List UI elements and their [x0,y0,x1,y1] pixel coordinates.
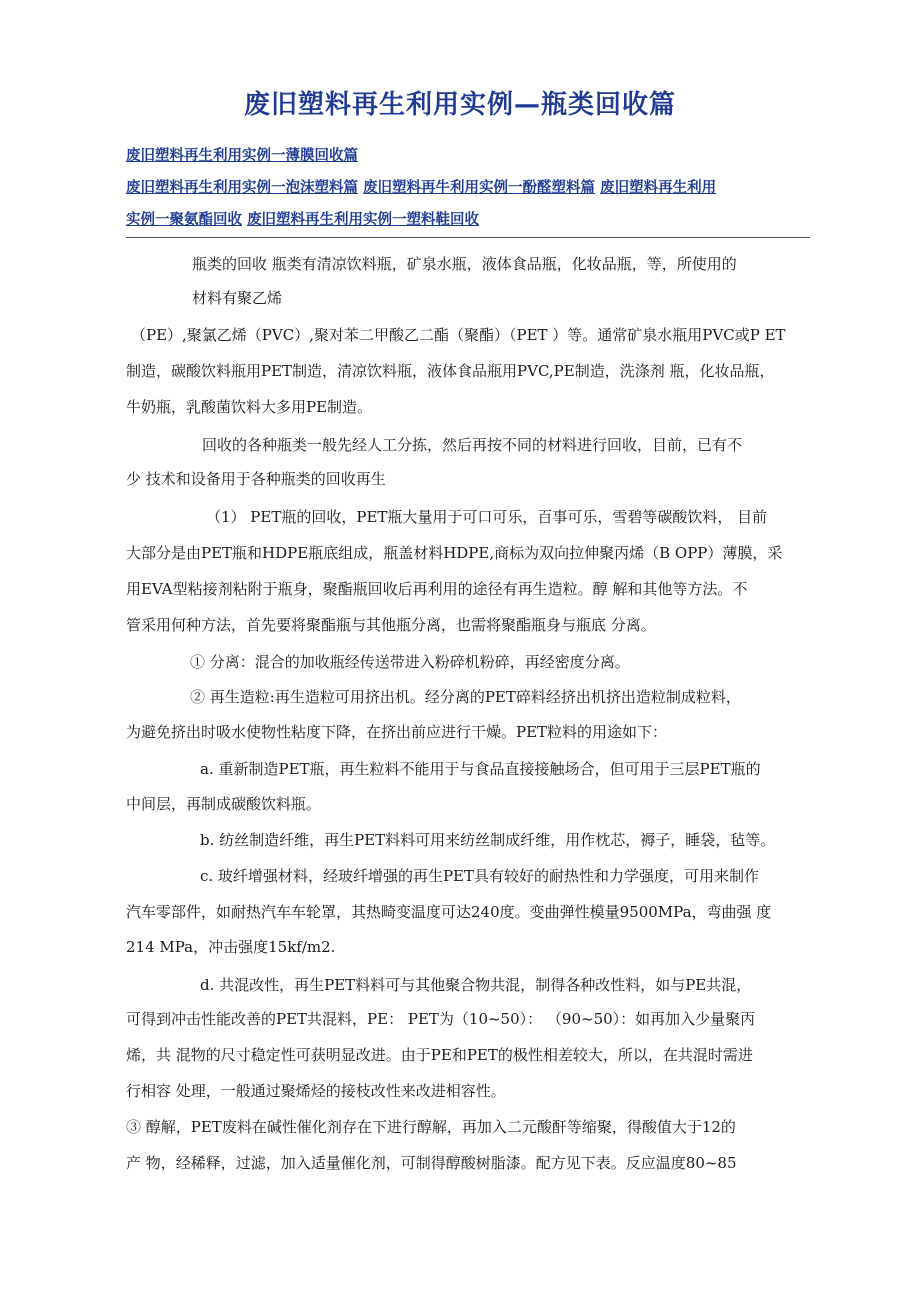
text-line: ③ 醇解，PET废料在碱性催化剂存在下进行醇解，再加入二元酸酐等缩聚，得酸值大于12的 [126,1118,736,1136]
link-polyurethane-part1[interactable]: 废旧塑料再生利用 [600,180,717,196]
text-line: 烯，共 混物的尺寸稳定性可获明显改进。由于PE和PET的极性相差较大，所以，在共混时需进 [126,1046,753,1064]
text-line: 大部分是由PET瓶和HDPE瓶底组成，瓶盖材料HDPE,商标为双向拉伸聚丙烯（B OPP）薄膜，采 [126,544,783,562]
text-line: c. 玻纤增强材料，经玻纤增强的再生PET具有较好的耐热性和力学强度，可用来制作 [200,867,759,885]
text-line: 少 技术和设备用于各种瓶类的回收再生 [126,470,386,488]
text-line: 瓶类的回收 瓶类有清凉饮料瓶，矿泉水瓶，液体食品瓶，化妆品瓶，等，所使用的 [192,255,737,273]
page-title: 废旧塑料再生利用实例—瓶类回收篇 [243,90,676,120]
text-line: d. 共混改性，再生PET料料可与其他聚合物共混，制得各种改性料，如与PE共混， [200,976,752,994]
text-line: （PE）,聚氯乙烯（PVC）,聚对苯二甲酸乙二酯（聚酯）（PET ）等。通常矿泉水瓶用PVC或P ET [131,326,786,344]
text-line: ② 再生造粒:再生造粒可用挤出机。经分离的PET碎料经挤出机挤出造粒制成粒料， [190,688,741,706]
text-line: 产 物，经稀释，过滤，加入适量催化剂，可制得醇酸树脂漆。配方见下表。反应温度80~85 [126,1154,737,1172]
text-line: 为避免挤出时吸水使物性粘度下降，在挤出前应进行干燥。PET粒料的用途如下： [126,723,668,741]
text-line: （1） PET瓶的回收，PET瓶大量用于可口可乐，百事可乐，雪碧等碳酸饮料， 目前 [206,508,768,526]
text-line: ① 分离：混合的加收瓶经传送带进入粉碎机粉碎，再经密度分离。 [190,653,630,671]
text-line: 汽车零部件，如耐热汽车车轮罩，其热畸变温度可达240度。变曲弹性模量9500MPa，弯曲强 度 [126,903,772,921]
text-line: 可得到冲击性能改善的PET共混料，PE： PET为（10~50）： （90~50）：如再加入少量聚丙 [126,1010,756,1028]
link-film-recycling[interactable]: 废旧塑料再生利用实例一薄膜回收篇 [126,148,358,164]
link-plastic-shoes[interactable]: 废旧塑料再生利用实例一塑料鞋回收 [247,212,480,228]
link-foam-plastics[interactable]: 废旧塑料再生利用实例一泡沫塑料篇 [126,180,358,196]
text-line: 用EVA型粘接剂粘附于瓶身，聚酯瓶回收后再利用的途径有再生造粒。醇 解和其他等方法。不 [126,580,748,598]
text-line: 回收的各种瓶类一般先经人工分拣，然后再按不同的材料进行回收，目前，已有不 [202,436,743,454]
text-line: 制造，碳酸饮料瓶用PET制造，清凉饮料瓶，液体食品瓶用PVC,PE制造，洗涤剂 瓶，化妆品瓶， [126,362,775,380]
text-line: a. 重新制造PET瓶，再生粒料不能用于与食品直接接触场合，但可用于三层PET瓶的 [200,760,761,778]
text-line: b. 纺丝制造纤维，再生PET料料可用来纺丝制成纤维，用作枕芯，褥子，睡袋，毡等。 [200,831,776,849]
related-links [126,140,816,236]
text-line: 管采用何种方法，首先要将聚酯瓶与其他瓶分离，也需将聚酯瓶身与瓶底 分离。 [126,616,656,634]
text-line: 行相容 处理，一般通过聚烯烃的接枝改性来改进相容性。 [126,1082,506,1100]
text-line: 中间层，再制成碳酸饮料瓶。 [126,795,322,813]
link-polyurethane-part2[interactable]: 实例一聚氨酯回收 [126,212,242,228]
link-phenolic-plastics[interactable]: 废旧塑料再牛利用实例一酚醛塑料篇 [363,180,596,196]
divider [126,237,810,238]
text-line: 牛奶瓶，乳酸菌饮料大多用PE制造。 [126,398,373,416]
text-line: 214 MPa，冲击强度15kf/m2. [126,938,336,956]
text-line: 材料有聚乙烯 [192,289,283,307]
